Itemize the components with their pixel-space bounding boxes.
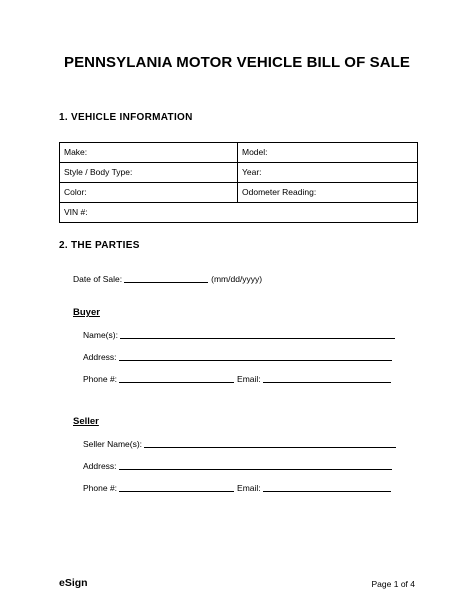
seller-address-label: Address: — [83, 460, 117, 471]
seller-email-input[interactable] — [263, 483, 391, 492]
section-vehicle-information-heading: 1. VEHICLE INFORMATION — [59, 112, 193, 123]
document-title: PENNSYLANIA MOTOR VEHICLE BILL OF SALE — [63, 54, 411, 71]
seller-phone-input[interactable] — [119, 483, 234, 492]
vehicle-information-table — [59, 142, 418, 223]
buyer-heading: Buyer — [73, 307, 100, 318]
buyer-name-label: Name(s): — [83, 329, 118, 340]
date-of-sale-row — [73, 274, 262, 283]
buyer-address-input[interactable] — [119, 352, 392, 361]
seller-name-input[interactable] — [144, 439, 396, 448]
seller-contact-row — [83, 483, 391, 492]
buyer-address-label: Address: — [83, 351, 117, 362]
esign-logo: eSign — [59, 577, 88, 589]
buyer-email-input[interactable] — [263, 374, 391, 383]
table-row — [60, 143, 418, 163]
page-number: Page 1 of 4 — [371, 579, 415, 589]
vin-field[interactable]: VIN #: — [60, 203, 418, 223]
buyer-name-input[interactable] — [120, 330, 395, 339]
buyer-email-label: Email: — [237, 373, 261, 384]
make-field[interactable]: Make: — [60, 143, 238, 163]
model-field[interactable]: Model: — [238, 143, 418, 163]
seller-address-row — [83, 461, 392, 470]
color-field[interactable]: Color: — [60, 183, 238, 203]
seller-name-label: Seller Name(s): — [83, 438, 143, 449]
date-of-sale-label: Date of Sale: — [73, 273, 123, 284]
seller-address-input[interactable] — [119, 461, 392, 470]
section-parties-heading: 2. THE PARTIES — [59, 240, 140, 251]
buyer-address-row — [83, 352, 392, 361]
date-of-sale-input[interactable] — [124, 274, 208, 283]
table-row — [60, 163, 418, 183]
seller-name-row — [83, 439, 396, 448]
table-row — [60, 183, 418, 203]
date-format-hint: (mm/dd/yyyy) — [211, 273, 263, 284]
seller-heading: Seller — [73, 416, 99, 427]
table-row — [60, 203, 418, 223]
buyer-phone-input[interactable] — [119, 374, 234, 383]
buyer-contact-row — [83, 374, 391, 383]
year-field[interactable]: Year: — [238, 163, 418, 183]
buyer-name-row — [83, 330, 395, 339]
seller-email-label: Email: — [237, 482, 261, 493]
seller-phone-label: Phone #: — [83, 482, 118, 493]
buyer-phone-label: Phone #: — [83, 373, 118, 384]
style-body-type-field[interactable]: Style / Body Type: — [60, 163, 238, 183]
odometer-reading-field[interactable]: Odometer Reading: — [238, 183, 418, 203]
